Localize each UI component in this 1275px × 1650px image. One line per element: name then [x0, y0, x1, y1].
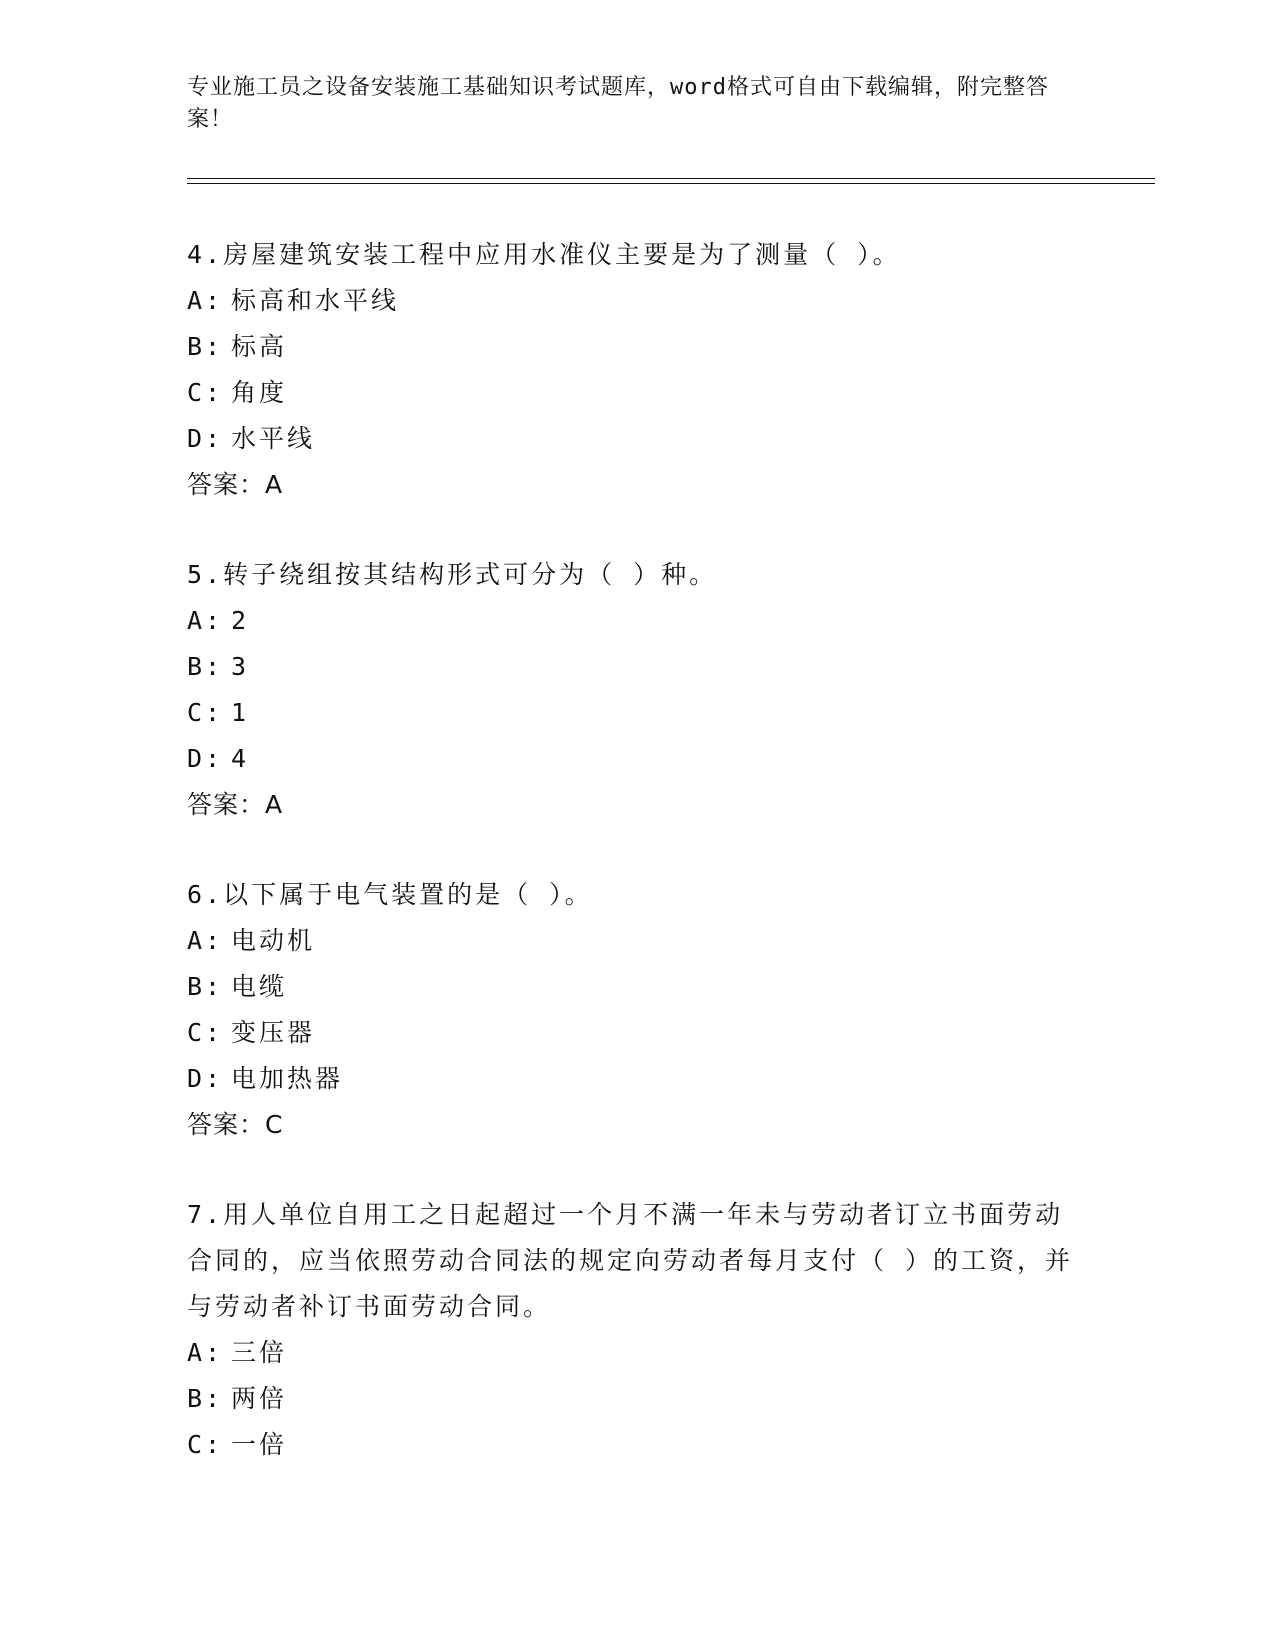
option-text: 2	[231, 606, 250, 635]
option-a	[187, 278, 1087, 324]
option-text: 4	[231, 744, 250, 773]
option-letter: D:	[187, 1064, 224, 1093]
option-letter: B:	[187, 332, 224, 361]
option-letter: A:	[187, 926, 224, 955]
option-text: 变压器	[231, 1018, 316, 1047]
question-7	[187, 1192, 1087, 1468]
question-list	[187, 232, 1087, 1512]
header-divider-top	[187, 178, 1155, 179]
option-letter: D:	[187, 424, 224, 453]
option-c	[187, 690, 1087, 736]
option-text: 一倍	[231, 1430, 288, 1459]
option-b	[187, 644, 1087, 690]
answer-line: 答案：A	[187, 790, 284, 819]
option-letter: B:	[187, 972, 224, 1001]
document-header: 专业施工员之设备安装施工基础知识考试题库，word格式可自由下载编辑，附完整答案！	[187, 75, 1049, 132]
question-5	[187, 552, 1087, 828]
option-text: 水平线	[231, 424, 316, 453]
option-c	[187, 370, 1087, 416]
option-letter: B:	[187, 1384, 224, 1413]
option-letter: C:	[187, 698, 224, 727]
answer-line: 答案：A	[187, 470, 284, 499]
option-text: 标高	[231, 332, 288, 361]
option-b	[187, 1376, 1087, 1422]
option-d	[187, 736, 1087, 782]
question-stem: 6.以下属于电气装置的是（ ）。	[187, 880, 593, 909]
option-text: 3	[231, 652, 250, 681]
option-letter: C:	[187, 378, 224, 407]
option-d	[187, 1056, 1087, 1102]
option-a	[187, 918, 1087, 964]
option-text: 电加热器	[231, 1064, 344, 1093]
question-stem: 5.转子绕组按其结构形式可分为（ ）种。	[187, 560, 718, 589]
option-c	[187, 1010, 1087, 1056]
header-divider-bottom	[187, 183, 1155, 184]
option-text: 电缆	[231, 972, 288, 1001]
option-a	[187, 598, 1087, 644]
option-text: 电动机	[231, 926, 316, 955]
option-c	[187, 1422, 1087, 1468]
option-letter: C:	[187, 1018, 224, 1047]
option-a	[187, 1330, 1087, 1376]
option-letter: B:	[187, 652, 224, 681]
option-text: 标高和水平线	[231, 286, 400, 315]
option-text: 三倍	[231, 1338, 288, 1367]
option-letter: A:	[187, 286, 224, 315]
option-letter: C:	[187, 1430, 224, 1459]
option-text: 1	[231, 698, 250, 727]
question-stem: 7.用人单位自用工之日起超过一个月不满一年未与劳动者订立书面劳动合同的，应当依照劳动合同法的规定向劳动者每月支付（ ）的工资，并与劳动者补订书面劳动合同。	[187, 1200, 1074, 1321]
option-d	[187, 416, 1087, 462]
option-letter: A:	[187, 606, 224, 635]
option-b	[187, 964, 1087, 1010]
question-6	[187, 872, 1087, 1148]
option-letter: A:	[187, 1338, 224, 1367]
question-4	[187, 232, 1087, 508]
option-letter: D:	[187, 744, 224, 773]
question-stem: 4.房屋建筑安装工程中应用水准仪主要是为了测量（ ）。	[187, 240, 901, 269]
answer-line: 答案：C	[187, 1110, 284, 1139]
option-text: 角度	[231, 378, 288, 407]
option-text: 两倍	[231, 1384, 288, 1413]
option-b	[187, 324, 1087, 370]
